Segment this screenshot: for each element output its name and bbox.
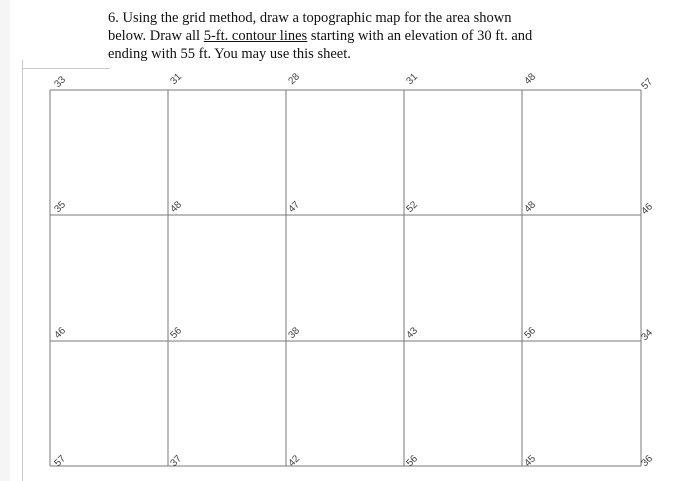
elevation-label: 45 xyxy=(522,453,539,470)
elevation-label: 47 xyxy=(286,199,303,216)
grid-lines xyxy=(50,90,641,466)
elevation-label: 38 xyxy=(286,325,303,342)
elevation-labels xyxy=(52,71,655,469)
elevation-label: 48 xyxy=(522,199,539,216)
question-line-3: ending with 55 ft. You may use this sheet. xyxy=(108,46,351,62)
elevation-label: 35 xyxy=(52,199,69,216)
question-line-2-start: below. Draw all xyxy=(108,28,204,44)
elevation-label: 56 xyxy=(168,325,185,342)
elevation-label: 42 xyxy=(286,453,303,470)
question-underlined-term: 5-ft. contour lines xyxy=(203,28,308,44)
elevation-label: 34 xyxy=(639,327,656,344)
elevation-label: 36 xyxy=(639,453,656,470)
question-line-2-end: starting with an elevation of 30 ft. and xyxy=(307,28,533,44)
elevation-label: 46 xyxy=(639,201,656,218)
elevation-label: 33 xyxy=(52,74,69,91)
elevation-label: 48 xyxy=(522,71,539,88)
elevation-label: 57 xyxy=(52,453,69,470)
elevation-label: 43 xyxy=(404,325,421,342)
elevation-label: 48 xyxy=(168,199,185,216)
question-line-1: 6. Using the grid method, draw a topographic map for the area shown xyxy=(108,10,512,26)
elevation-label: 28 xyxy=(286,71,303,88)
elevation-label: 56 xyxy=(522,325,539,342)
elevation-label: 57 xyxy=(639,76,656,93)
elevation-label: 52 xyxy=(404,199,421,216)
elevation-label: 46 xyxy=(52,325,69,342)
elevation-label: 37 xyxy=(168,453,185,470)
elevation-label: 56 xyxy=(404,453,421,470)
elevation-label: 31 xyxy=(404,71,421,88)
elevation-label: 31 xyxy=(168,71,185,88)
